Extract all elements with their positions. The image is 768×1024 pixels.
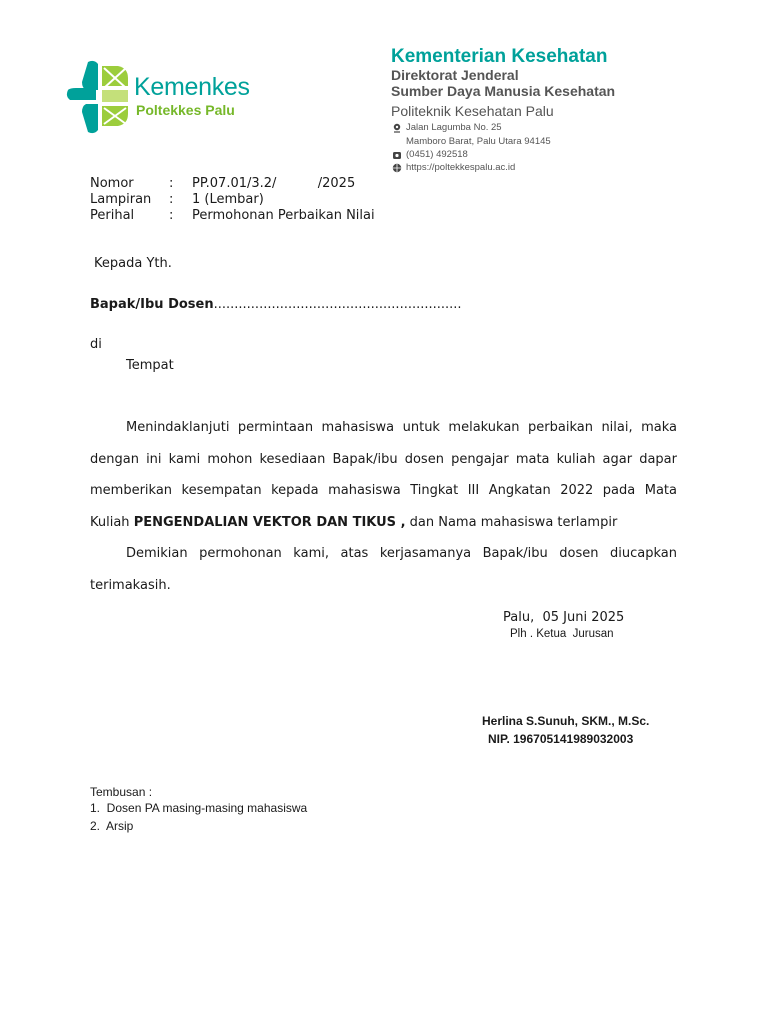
lampiran-separator: : (169, 192, 174, 207)
cc-title: Tembusan : (90, 785, 153, 799)
kemenkes-logo-icon (66, 60, 130, 134)
greeting: Kepada Yth. (94, 256, 172, 271)
body-line-6: terimakasih. (90, 578, 171, 593)
globe-icon (392, 163, 402, 173)
tempat-text: Tempat (126, 358, 174, 373)
phone-icon (392, 150, 402, 160)
body-line-4: Kuliah PENGENDALIAN VEKTOR DAN TIKUS , dan Nama mahasiswa terlampir (90, 515, 618, 530)
signer-name: Herlina S.Sunuh, SKM., M.Sc. (482, 714, 650, 728)
body-line-5: Demikian permohonan kami, atas kerjasamanya Bapak/ibu dosen diucapkan (126, 546, 677, 561)
recipient-dots: ............................................................ (213, 297, 462, 312)
recipient-name: Bapak/Ibu Dosen (90, 297, 214, 312)
body-line-3: memberikan kesempatan kepada mahasiswa Tingkat III Angkatan 2022 pada Mata (90, 483, 677, 498)
directorate-line1: Direktorat Jenderal (391, 67, 519, 83)
phone-number: (0451) 492518 (406, 149, 468, 160)
ministry-title: Kementerian Kesehatan (391, 46, 608, 67)
address-line2: Mamboro Barat, Palu Utara 94145 (406, 136, 551, 147)
directorate-line2: Sumber Daya Manusia Kesehatan (391, 83, 616, 99)
place-date: Palu, 05 Juni 2025 (503, 610, 625, 625)
cc-item: 1. Dosen PA masing-masing mahasiswa (90, 801, 308, 815)
nomor-separator: : (169, 176, 174, 191)
address-line1: Jalan Lagumba No. 25 (406, 122, 502, 133)
website-link[interactable]: https://poltekkespalu.ac.id (406, 162, 516, 173)
logo-subtitle: Poltekkes Palu (136, 102, 235, 118)
body-line-1: Menindaklanjuti permintaan mahasiswa untuk melakukan perbaikan nilai, maka (126, 420, 677, 435)
perihal-value: Permohonan Perbaikan Nilai (192, 208, 375, 223)
di-text: di (90, 337, 102, 352)
course-name: PENGENDALIAN VEKTOR DAN TIKUS , (133, 515, 406, 530)
lampiran-label: Lampiran (90, 192, 152, 207)
nomor-label: Nomor (90, 176, 134, 191)
cc-item: 2. Arsip (90, 819, 134, 833)
lampiran-value: 1 (Lembar) (192, 192, 264, 207)
perihal-separator: : (169, 208, 174, 223)
institution-name: Politeknik Kesehatan Palu (391, 103, 554, 119)
logo-brand: Kemenkes (134, 73, 250, 101)
body-line-2: dengan ini kami mohon kesediaan Bapak/ibu dosen pengajar mata kuliah agar dapar (90, 452, 677, 467)
location-pin-icon (392, 123, 402, 133)
signer-nip: NIP. 196705141989032003 (488, 732, 634, 746)
perihal-label: Perihal (90, 208, 135, 223)
signer-position: Plh . Ketua Jurusan (510, 628, 614, 640)
nomor-value: PP.07.01/3.2/ /2025 (192, 176, 356, 191)
recipient-line (90, 297, 462, 312)
